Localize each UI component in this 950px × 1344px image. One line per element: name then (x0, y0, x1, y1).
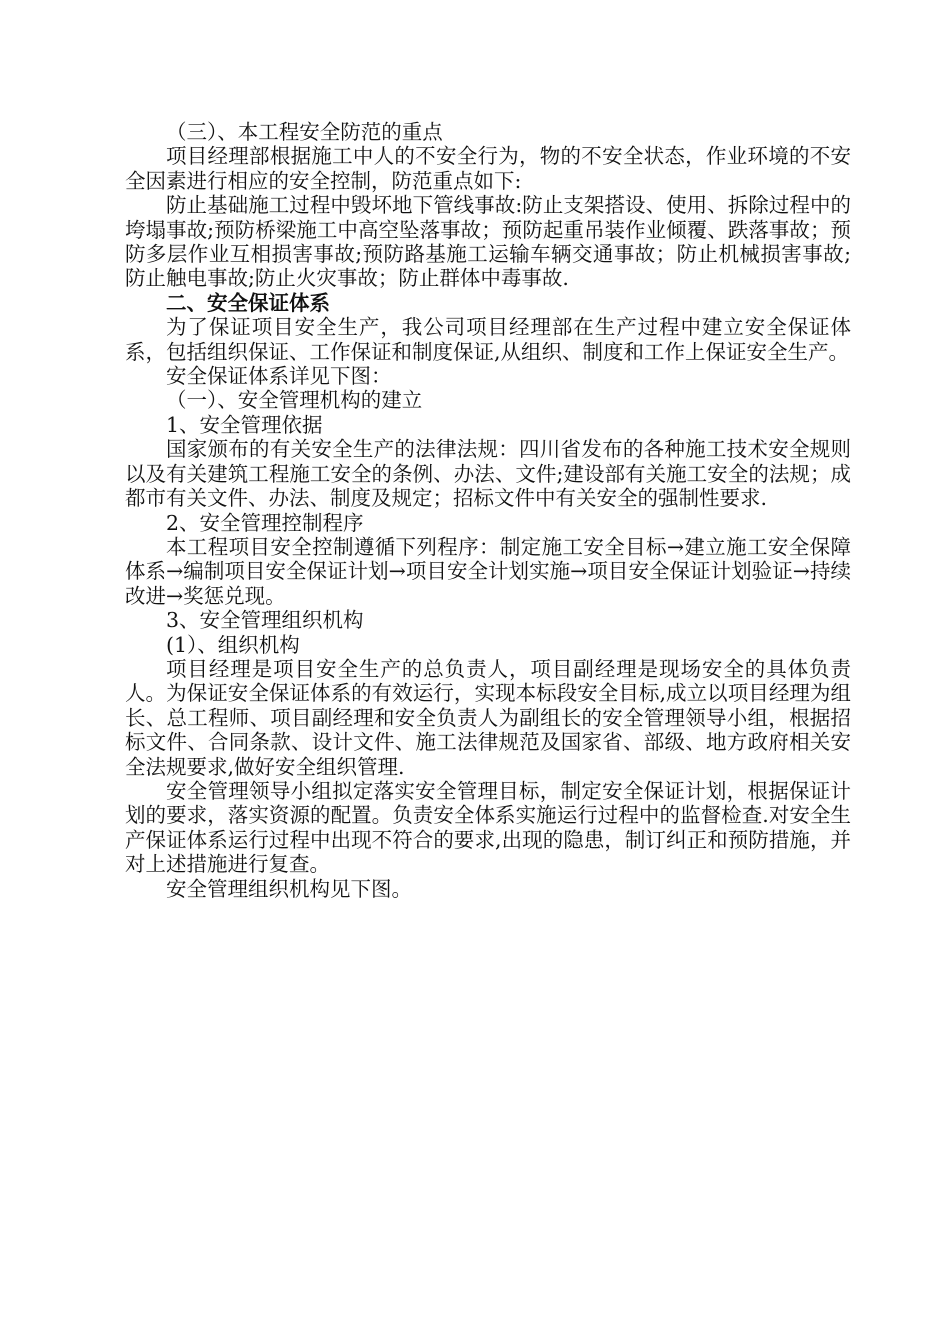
subsection-heading-organization: （一）、安全管理机构的建立 (166, 388, 423, 413)
paragraph-see-figure: 安全保证体系详见下图： (166, 364, 392, 389)
paragraph-safety-system-intro: 为了保证项目安全生产，我公司项目经理部在生产过程中建立安全保证体系，包括组织保证、工作保证和制度保证,从组织、制度和工作上保证安全生产。 (125, 315, 851, 364)
item-heading-basis: 1、安全管理依据 (166, 412, 323, 437)
paragraph-procedure: 本工程项目安全控制遵循下列程序：制定施工安全目标→建立施工安全保障体系→编制项目安全保证计划→项目安全计划实施→项目安全保证计划验证→持续改进→奖惩兑现。 (125, 534, 851, 608)
item-heading-org-structure: 3、安全管理组织机构 (166, 608, 364, 633)
paragraph-group-duties: 安全管理领导小组拟定落实安全管理目标，制定安全保证计划，根据保证计划的要求，落实资源的配置。负责安全体系实施运行过程中的监督检查.对安全生产保证体系运行过程中出现不符合的要求,出现的隐患，制订纠正和预防措施，并对上述措施进行复查。 (125, 778, 851, 877)
section-heading-safety-system: 二、安全保证体系 (166, 290, 330, 315)
item-heading-procedure: 2、安全管理控制程序 (166, 510, 364, 535)
document-body (125, 120, 851, 901)
paragraph-safety-control: 项目经理部根据施工中人的不安全行为，物的不安全状态，作业环境的不安全因素进行相应的安全控制，防范重点如下: (125, 144, 851, 193)
subitem-heading-org: (1）、组织机构 (166, 632, 300, 657)
paragraph-leadership-group: 项目经理是项目安全生产的总负责人，项目副经理是现场安全的具体负责人。为保证安全保证体系的有效运行，实现本标段安全目标,成立以项目经理为组长、总工程师、项目副经理和安全负责人为副组长的安全管理领导小组，根据招标文件、合同条款、设计文件、施工法律规范及国家省、部级、地方政府相关安全法规要求,做好安全组织管理. (125, 656, 851, 779)
paragraph-see-org-chart: 安全管理组织机构见下图。 (166, 876, 412, 901)
paragraph-accident-prevention: 防止基础施工过程中毁坏地下管线事故:防止支架搭设、使用、拆除过程中的垮塌事故;预防桥梁施工中高空坠落事故；预防起重吊装作业倾覆、跌落事故；预防多层作业互相损害事故;预防路基施工运输车辆交通事故；防止机械损害事故;防止触电事故;防止火灾事故；防止群体中毒事故. (125, 193, 851, 291)
subsection-heading-safety-focus: （三）、本工程安全防范的重点 (166, 120, 443, 144)
paragraph-laws-regulations: 国家颁布的有关安全生产的法律法规：四川省发布的各种施工技术安全规则以及有关建筑工程施工安全的条例、办法、文件;建设部有关施工安全的法规；成都市有关文件、办法、制度及规定；招标文件中有关安全的强制性要求. (125, 437, 851, 511)
